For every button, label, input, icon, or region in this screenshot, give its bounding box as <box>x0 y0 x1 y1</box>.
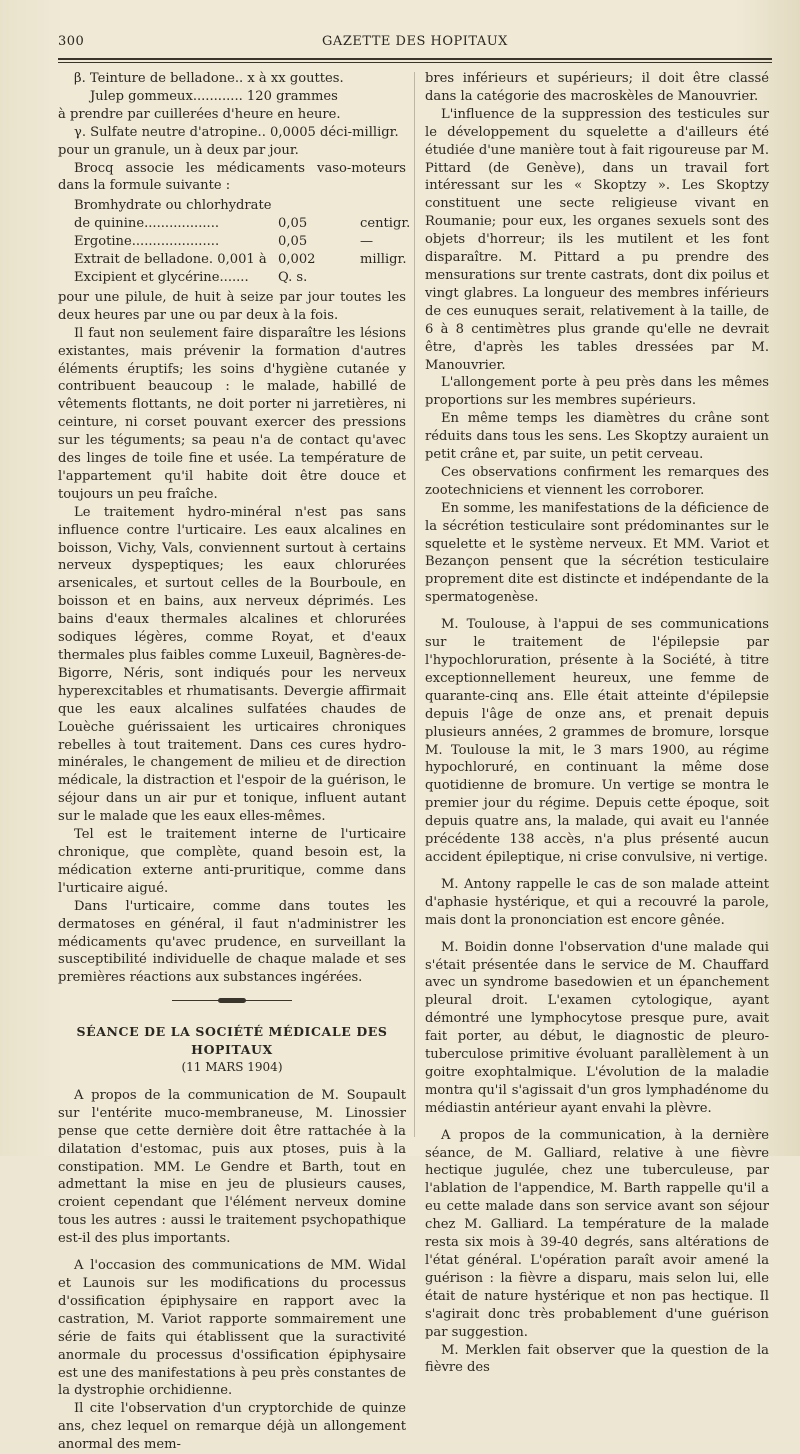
formula-unit <box>360 269 420 287</box>
rx-julep-line: Julep gommeux............ 120 grammes <box>90 88 338 104</box>
header-rule-thin <box>58 62 772 63</box>
section-ornament <box>172 997 292 1005</box>
formula-name: Ergotine..................... <box>74 234 220 250</box>
formula-qty: 0,05 <box>278 234 308 250</box>
paragraph-en-somme: En somme, les manifestations de la déficience de la sécrétion testiculaire sont prédominantes sur le squelette et le système nerveux. Et MM. Variot et Bezançon pensent que la sécrétion testiculaire proprement dite est distincte et indépendante de la spermatogenèse. <box>425 500 769 606</box>
paragraph-brocq: Brocq associe les médicaments vaso-moteurs dans la formule suivante : <box>58 160 406 194</box>
paragraph-soupault: A propos de la communication de M. Soupault sur l'entérite muco-membraneuse, M. Linossier pense que cette dernière doit être rattachée à la dilatation d'estomac, puis aux ptoses, puis à la constipation. MM. Le Gendre et Barth, tout en admettant la mise en jeu de plusieurs causes, croient cependant que l'élément nerveux domine tous les autres : aussi le traitement psychopathique est-il des plus importants. <box>58 1087 406 1247</box>
paragraph-toulouse: M. Toulouse, à l'appui de ses communications sur le traitement de l'épilepsie par l'hypochloruration, présente à la Société, à titre exceptionnellement heureux, une femme de quarante-cinq ans. Elle était atteinte d'épilepsie depuis l'âge de onze ans, et prenait depuis plusieurs années, 2 grammes de bromure, lorsque M. Toulouse la mit, le 3 mars 1900, au régime hypochloruré, en continuant la même dose quotidienne de bromure. Un vertige se montra le premier jour du régime. Depuis cette époque, soit depuis quatre ans, la malade, qui avait eu l'année précédente 138 accès, n'a plus présenté aucun accident épileptique, ni crise convulsive, ni vertige. <box>425 617 769 865</box>
section-date: (11 MARS 1904) <box>181 1060 283 1075</box>
paragraph-widal-launois: A l'occasion des communications de MM. Widal et Launois sur les modifications du processus d'ossification épiphysaire en rapport avec la castration, M. Variot rapporte sommairement une série de faits qui établissent que la suractivité anormale du processus d'ossification épiphysaire est une des manifestations à peu près constantes de la dystrophie orchidienne. <box>58 1258 406 1399</box>
formula-name: Excipient et glycérine....... <box>74 269 249 285</box>
paragraph-pilule: pour une pilule, de huit à seize par jour toutes les deux heures par une ou par deux à la fois. <box>58 289 406 323</box>
rx-gamma-instruction: pour un granule, un à deux par jour. <box>58 142 299 158</box>
section-title: SÉANCE DE LA SOCIÉTÉ MÉDICALE DES HOPITAUX <box>76 1024 388 1058</box>
prescription-gamma <box>58 124 406 160</box>
formula-qty <box>278 197 356 215</box>
paragraph-hydro-mineral: Le traitement hydro-minéral n'est pas sans influence contre l'urticaire. Les eaux alcalines en boisson, Vichy, Vals, conviennent surtout à certains nerveux dyspeptiques; les eaux chlorurées arsenicales, et surtout celles de la Bourboule, en boisson et en bains, aux nerveux déprimés. Les bains d'eaux thermales alcalines et chlorurées sodiques légères, comme Royat, et d'eaux thermales plus faibles comme Luxeuil, Bagnères-de-Bigorre, Néris, sont indiqués pour les nerveux hyperexcitables et rhumatisants. Devergie affirmait que les eaux alcalines sulfatées chaudes de Louèche guérissaient les urticaires chroniques rebelles à tout traitement. Dans ces cures hydro-minérales, le changement de milieu et de direction médicale, la distraction et l'espoir de la guérison, le séjour dans un air pur et tonique, influent autant sur le malade que les eaux elles-mêmes. <box>58 504 406 825</box>
formula-name: de quinine.................. <box>74 216 220 232</box>
formula-name: Bromhydrate ou chlorhydrate <box>74 198 272 214</box>
column-divider <box>414 72 415 1137</box>
rx-gamma-line: γ. Sulfate neutre d'atropine.. 0,0005 déci-milligr. <box>74 124 399 140</box>
paragraph-antony: M. Antony rappelle le cas de son malade atteint d'aphasie hystérique, et qui a recouvré la parole, mais dont la prononciation est encore gênée. <box>425 876 769 928</box>
formula-qty: Q. s. <box>278 269 308 285</box>
page-header <box>58 34 772 54</box>
right-column <box>425 70 769 1377</box>
rx-beta-line: β. Teinture de belladone.. x à xx gouttes. <box>74 71 344 86</box>
page-number: 300 <box>58 34 85 49</box>
paragraph-zootechniciens: Ces observations confirment les remarques des zootechniciens et viennent les corroborer. <box>425 464 769 498</box>
paragraph-skoptzy: L'influence de la suppression des testicules sur le développement du squelette a d'ailleurs été étudiée d'une manière tout à fait rigoureuse par M. Pittard (de Genève), dans un travail fort intéressant sur les « Skoptzy ». Les Skoptzy constituent une secte religieuse vivant en Roumanie; pour eux, les organes sexuels sont des objets d'horreur; ils les mutilent et les font disparaître. M. Pittard a pu prendre des mensurations sur trente castrats, dont dix poilus et vingt glabres. La longueur des membres inférieurs de ces eunuques serait, relativement à la taille, de 6 à 8 centimètres plus grande qu'elle ne devrait être, d'après les tables dressées par M. Manouvrier. <box>425 106 769 373</box>
formula-unit <box>360 197 420 215</box>
paragraph-traitement-interne: Tel est le traitement interne de l'urticaire chronique, que complète, quand besoin est, la médication externe anti-pruritique, comme dans l'urticaire aigué. <box>58 827 406 896</box>
formula-unit: milligr. <box>360 252 407 268</box>
paragraph-hygiene: Il faut non seulement faire disparaître les lésions existantes, mais prévenir la formation d'autres éléments éruptifs; les soins d'hygiène cutanée y contribuent beaucoup : le malade, habillé de vêtements flottants, ne doit porter ni jarretières, ni ceinture, ni corset pouvant exercer des pressions sur les téguments; sa peau n'a de contact qu'avec des linges de toile fine et usée. La température de l'appartement qu'il habite doit être douce et toujours un peu fraîche. <box>58 325 406 502</box>
formula-qty: 0,002 <box>278 252 316 268</box>
left-column <box>58 70 411 1454</box>
paragraph-cryptorchide: Il cite l'observation d'un cryptorchide de quinze ans, chez lequel on remarque déjà un allongement anormal des mem- <box>58 1401 406 1453</box>
paragraph-allongement: L'allongement porte à peu près dans les mêmes proportions sur les membres supérieurs. <box>425 375 769 409</box>
formula-name: Extrait de belladone. 0,001 à <box>74 252 267 268</box>
header-rule-thick <box>58 58 772 60</box>
rx-beta-instruction: à prendre par cuillerées d'heure en heure. <box>58 106 341 122</box>
formula-unit: centigr. <box>360 216 411 232</box>
paragraph-crane: En même temps les diamètres du crâne sont réduits dans tous les sens. Les Skoptzy auraient un petit crâne et, par suite, un petit cerveau. <box>425 411 769 463</box>
formula-qty: 0,05 <box>278 216 308 232</box>
formula-unit: — <box>360 234 374 250</box>
paragraph-galliard: A propos de la communication, à la dernière séance, de M. Galliard, relative à une fièvre hectique jugulée, chez une tuberculeuse, par l'ablation de l'appendice, M. Barth rappelle qu'il a eu cette malade dans son service avant son séjour chez M. Galliard. La température de la malade resta six mois à 39-40 degrés, sans altérations de l'état général. L'opération paraît avoir amené la guérison : la fièvre a disparu, mais selon lui, elle était de nature hystérique et non pas hectique. Il s'agirait donc très probablement d'une guérison par suggestion. <box>425 1127 769 1340</box>
paragraph-merklen: M. Merklen fait observer que la question de la fièvre des <box>425 1342 769 1376</box>
prescription-beta <box>58 70 406 124</box>
paragraph-boidin: M. Boidin donne l'observation d'une malade qui s'était présentée dans le service de M. Chauffard avec un syndrome basedowien et un épanchement pleural droit. L'examen cytologique, ayant démontré une lymphocytose presque pure, avait fait porter, au début, le diagnostic de pleuro-tuberculose primitive évoluant parallèlement à un goitre exophtalmique. L'évolution de la maladie montra qu'il s'agissait d'un gros lymphadénome du médiastin antérieur ayant envahi la plèvre. <box>425 939 769 1116</box>
paragraph-continuation: bres inférieurs et supérieurs; il doit être classé dans la catégorie des macroskèles de Manouvrier. <box>425 71 769 104</box>
running-title: GAZETTE DES HOPITAUX <box>322 34 508 49</box>
paragraph-prudence: Dans l'urticaire, comme dans toutes les dermatoses en général, il faut n'administrer les médicaments qu'avec prudence, en surveillant la susceptibilité individuelle de chaque malade et ses premières réactions aux substances ingérées. <box>58 898 406 986</box>
formula-table <box>74 197 411 287</box>
